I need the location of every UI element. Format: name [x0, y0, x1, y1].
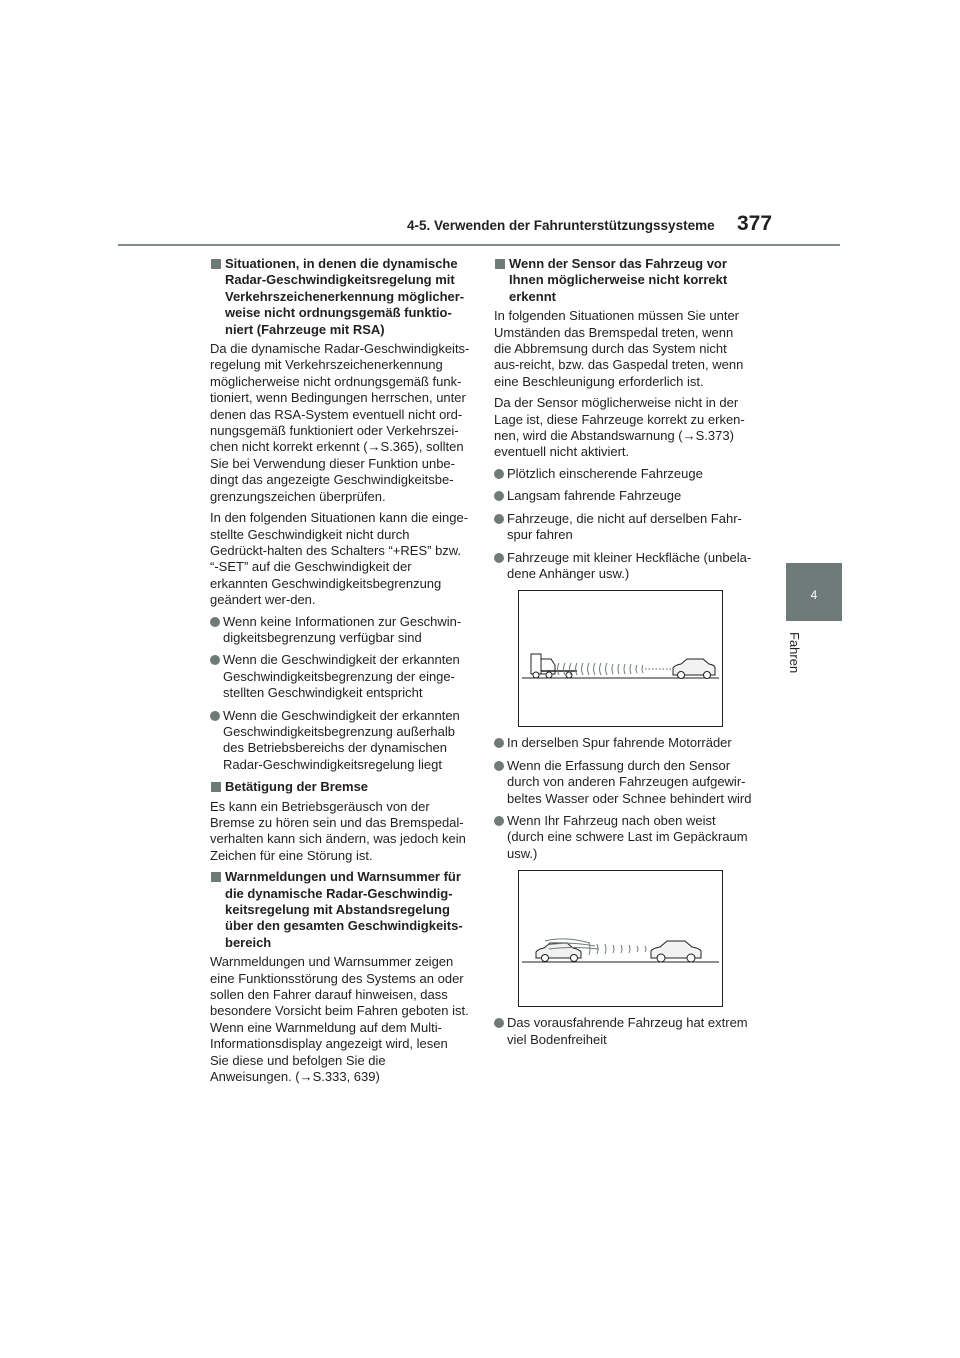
bullet-dot-icon: [494, 491, 504, 501]
bullet-item: Wenn Ihr Fahrzeug nach oben weist (durch eine schwere Last im Gepäckraum usw.): [494, 813, 754, 862]
bullet-dot-icon: [210, 617, 220, 627]
section-heading: Situationen, in denen die dynamische Radar-Geschwindigkeitsregelung mit Verkehrszeichenerkennung möglicher-weise nicht ordnungsgemäß funktio-niert (Fahrzeuge mit RSA): [210, 256, 470, 338]
bullet-item: Wenn die Geschwindigkeit der erkannten Geschwindigkeitsbegrenzung der einge-stellten Geschwindigkeit entspricht: [210, 652, 470, 701]
paragraph: Es kann ein Betriebsgeräusch von der Bremse zu hören sein und das Bremspedal-verhalten kann sich ändern, was jedoch kein Zeichen für eine Störung ist.: [210, 798, 466, 863]
bullet-dot-icon: [494, 553, 504, 563]
left-column: [210, 256, 470, 1091]
bullet-dot-icon: [494, 469, 504, 479]
bullet-dot-icon: [210, 711, 220, 721]
bullet-dot-icon: [494, 738, 504, 748]
chapter-tab[interactable]: [786, 563, 842, 621]
bullet-item: Wenn keine Informationen zur Geschwin-digkeitsbegrenzung verfügbar sind: [210, 614, 470, 647]
bullet-dot-icon: [210, 655, 220, 665]
page-number: 377: [737, 212, 773, 235]
heading-square-icon: [211, 872, 221, 882]
ground-clearance-figure: [518, 870, 723, 1007]
bullet-item: Plötzlich einscherende Fahrzeuge: [494, 466, 754, 482]
bullet-item: Wenn die Geschwindigkeit der erkannten Geschwindigkeitsbegrenzung außerhalb des Betriebsbereichs der dynamischen Radar-Geschwindigkeitsregelung liegt: [210, 708, 470, 774]
bullet-item: Wenn die Erfassung durch den Sensor durch von anderen Fahrzeugen aufgewir-beltes Wasser oder Schnee behindert wird: [494, 758, 754, 807]
paragraph: Warnmeldungen und Warnsummer zeigen eine Funktionsstörung des Systems an oder sollen den Fahrer darauf hinweisen, dass besondere Vorsicht beim Fahren geboten ist. Wenn eine Warnmeldung auf dem Multi-Informationsdisplay angezeigt wird, lesen Sie diese und befolgen Sie die Anweisungen. (→S.333, 639): [210, 954, 469, 1085]
section-heading: Wenn der Sensor das Fahrzeug vor Ihnen möglicherweise nicht korrekt erkennt: [494, 256, 754, 305]
right-column: [494, 256, 754, 1054]
bullet-item: Langsam fahrende Fahrzeuge: [494, 488, 754, 504]
chapter-label: Fahren: [787, 632, 802, 674]
bullet-item: Fahrzeuge mit kleiner Heckfläche (unbela-dene Anhänger usw.): [494, 550, 754, 583]
header-rule: [118, 244, 840, 246]
paragraph: Da die dynamische Radar-Geschwindigkeits-regelung mit Verkehrszeichenerkennung möglicherweise nicht ordnungsgemäß funk-tioniert, wenn Bedingungen herrschen, unter denen das RSA-System eventuell nicht ord-nungsgemäß funktioniert oder Verkehrszei-chen nicht korrekt erkennt (→S.365), sollten Sie bei Verwendung dieser Funktion unbe-dingt das angezeigte Geschwindigkeitsbe-grenzungszeichen überprüfen.: [210, 341, 470, 504]
bullet-dot-icon: [494, 514, 504, 524]
header-section-title: 4-5. Verwenden der Fahrunterstützungssysteme: [407, 218, 715, 233]
section-heading: Warnmeldungen und Warnsummer für die dynamische Radar-Geschwindig-keitsregelung mit Abstandsregelung über den gesamten Geschwindigkeits-bereich: [210, 869, 470, 951]
section-heading: Betätigung der Bremse: [210, 779, 470, 795]
paragraph: Da der Sensor möglicherweise nicht in der Lage ist, diese Fahrzeuge korrekt zu erken-nen, wird die Abstandswarnung (→S.373) eventuell nicht aktiviert.: [494, 395, 745, 460]
bullet-dot-icon: [494, 761, 504, 771]
bullet-dot-icon: [494, 816, 504, 826]
bullet-item: Fahrzeuge, die nicht auf derselben Fahr-spur fahren: [494, 511, 754, 544]
paragraph: In den folgenden Situationen kann die einge-stellte Geschwindigkeit nicht durch Gedrückt-halten des Schalters “+RES” bzw. “-SET” auf die Geschwindigkeit der erkannten Geschwindigkeitsbegrenzung geändert wer-den.: [210, 510, 469, 608]
heading-square-icon: [211, 259, 221, 269]
bullet-dot-icon: [494, 1018, 504, 1028]
heading-square-icon: [211, 782, 221, 792]
trailer-detection-figure: [518, 590, 723, 727]
heading-square-icon: [495, 259, 505, 269]
chapter-number: 4: [810, 588, 818, 602]
bullet-item: Das vorausfahrende Fahrzeug hat extrem viel Bodenfreiheit: [494, 1015, 754, 1048]
bullet-item: In derselben Spur fahrende Motorräder: [494, 735, 754, 751]
paragraph: In folgenden Situationen müssen Sie unter Umständen das Bremspedal treten, wenn die Abbremsung durch das System nicht aus-reicht, bzw. das Gaspedal treten, wenn eine Beschleunigung erforderlich ist.: [494, 308, 744, 389]
